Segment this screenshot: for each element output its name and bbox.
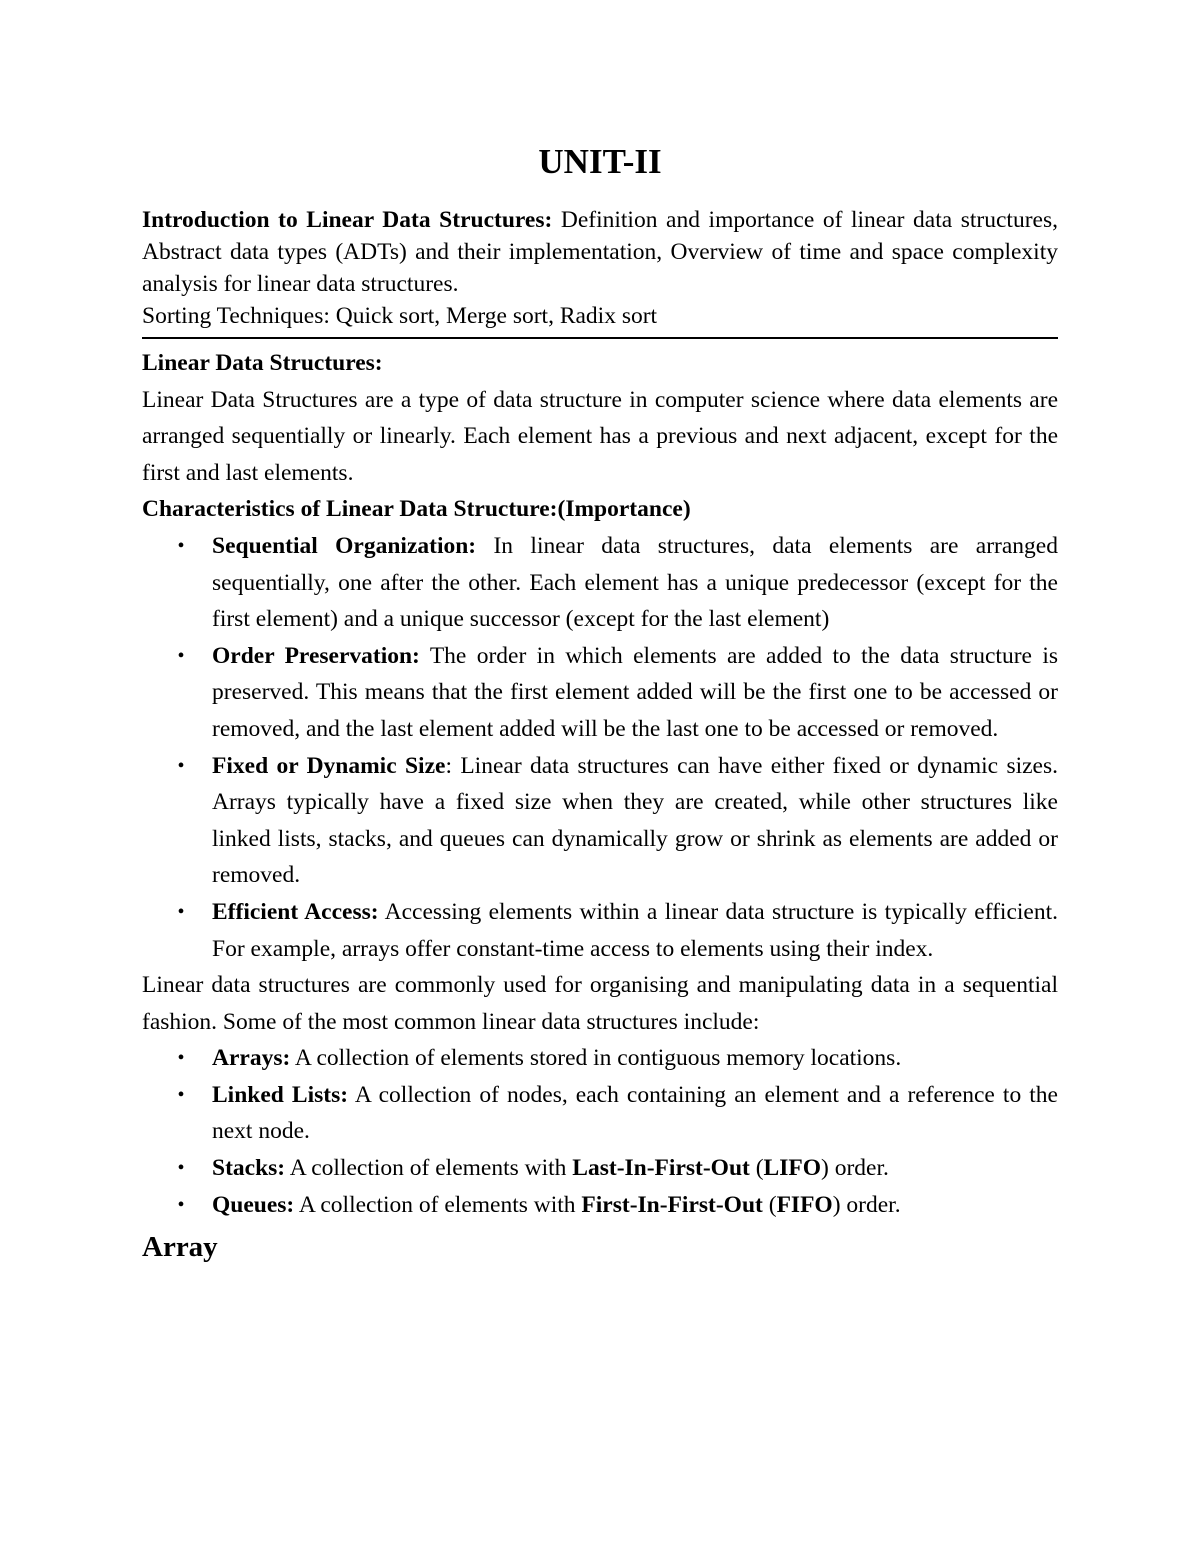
item-text: : Linear data structures can have either fixed or dynamic sizes. Arrays typically have a fixed size when they are created, while other structures like linked lists, stacks, and queues can dynamically grow or shrink as elements are added or removed. xyxy=(212,752,1058,889)
list-item-queues xyxy=(142,1187,1058,1224)
item-term: Sequential Organization: xyxy=(212,532,477,559)
item-text: ) order. xyxy=(832,1191,901,1218)
item-text: A collection of elements with xyxy=(294,1191,582,1218)
item-text: ( xyxy=(749,1155,764,1182)
item-text: A collection of elements stored in contiguous memory locations. xyxy=(290,1045,902,1072)
common-structures-list xyxy=(142,1040,1058,1223)
characteristics-heading-suffix: (Importance) xyxy=(557,496,691,523)
list-item xyxy=(142,528,1058,638)
fifo-abbr: FIFO xyxy=(776,1191,833,1218)
divider xyxy=(142,337,1058,339)
list-item xyxy=(142,894,1058,967)
intro-text: Definition and importance of linear data structures, Abstract data types (ADTs) and their implementation, Overview of time and space complexity analysis for linear data structures. xyxy=(142,207,1058,297)
item-text: In linear data structures, data elements are arranged sequentially, one after the other. Each element has a unique predecessor (except for the first element) and a unique successor (except for the last element) xyxy=(212,532,1058,633)
lifo-abbr: LIFO xyxy=(763,1155,822,1182)
item-text: Accessing elements within a linear data structure is typically efficient. For example, arrays offer constant-time access to elements using their index. xyxy=(212,898,1058,962)
characteristics-list xyxy=(142,528,1058,967)
page-title: UNIT-II xyxy=(538,142,662,181)
lifo-term: Last-In-First-Out xyxy=(572,1155,750,1182)
item-term: Queues: xyxy=(212,1191,295,1218)
characteristics-heading-text: Characteristics of Linear Data Structure: xyxy=(142,496,558,523)
content-body xyxy=(142,345,1058,1267)
item-text: ) order. xyxy=(821,1155,889,1182)
item-text: ( xyxy=(762,1191,777,1218)
item-text: The order in which elements are added to the data structure is preserved. This means that the first element added will be the first one to be accessed or removed, and the last element added will be the last one to be accessed or removed. xyxy=(212,642,1059,742)
intro-paragraph xyxy=(142,204,1058,300)
item-term: Arrays: xyxy=(212,1045,291,1072)
characteristics-heading xyxy=(142,491,1058,528)
bullet-icon: • xyxy=(177,644,185,667)
sorting-line: Sorting Techniques: Quick sort, Merge sort, Radix sort xyxy=(142,303,658,329)
bullet-icon: • xyxy=(177,534,185,557)
bullet-icon: • xyxy=(177,900,185,923)
intro-lead: Introduction to Linear Data Structures: xyxy=(142,207,553,233)
list-item xyxy=(142,638,1058,748)
list-item-stacks xyxy=(142,1150,1058,1187)
list-item xyxy=(142,748,1058,894)
bullet-icon: • xyxy=(177,1193,185,1216)
item-term: Stacks: xyxy=(212,1155,286,1182)
array-section-heading: Array xyxy=(142,1231,218,1264)
common-intro: Linear data structures are commonly used for organising and manipulating data in a sequential fashion. Some of the most common linear data structures include: xyxy=(142,972,1058,1035)
item-term: Efficient Access: xyxy=(212,898,379,925)
bullet-icon: • xyxy=(177,1083,185,1106)
item-term: Order Preservation: xyxy=(212,642,420,669)
item-term: Fixed or Dynamic Size xyxy=(212,752,446,779)
lds-definition: Linear Data Structures are a type of data structure in computer science where data elements are arranged sequentially or linearly. Each element has a previous and next adjacent, except for the first and last elements. xyxy=(142,386,1058,486)
fifo-term: First-In-First-Out xyxy=(581,1191,763,1218)
item-term: Linked Lists: xyxy=(212,1081,349,1108)
item-text: A collection of elements with xyxy=(285,1155,573,1182)
bullet-icon: • xyxy=(177,1047,185,1070)
list-item-arrays xyxy=(142,1040,1058,1077)
document-page xyxy=(142,140,1058,1267)
list-item-linked-lists xyxy=(142,1077,1058,1150)
syllabus-intro xyxy=(142,204,1058,332)
bullet-icon: • xyxy=(177,754,185,777)
bullet-icon: • xyxy=(177,1157,185,1180)
lds-heading: Linear Data Structures: xyxy=(142,350,383,376)
item-text: A collection of nodes, each containing an element and a reference to the next node. xyxy=(212,1081,1058,1145)
